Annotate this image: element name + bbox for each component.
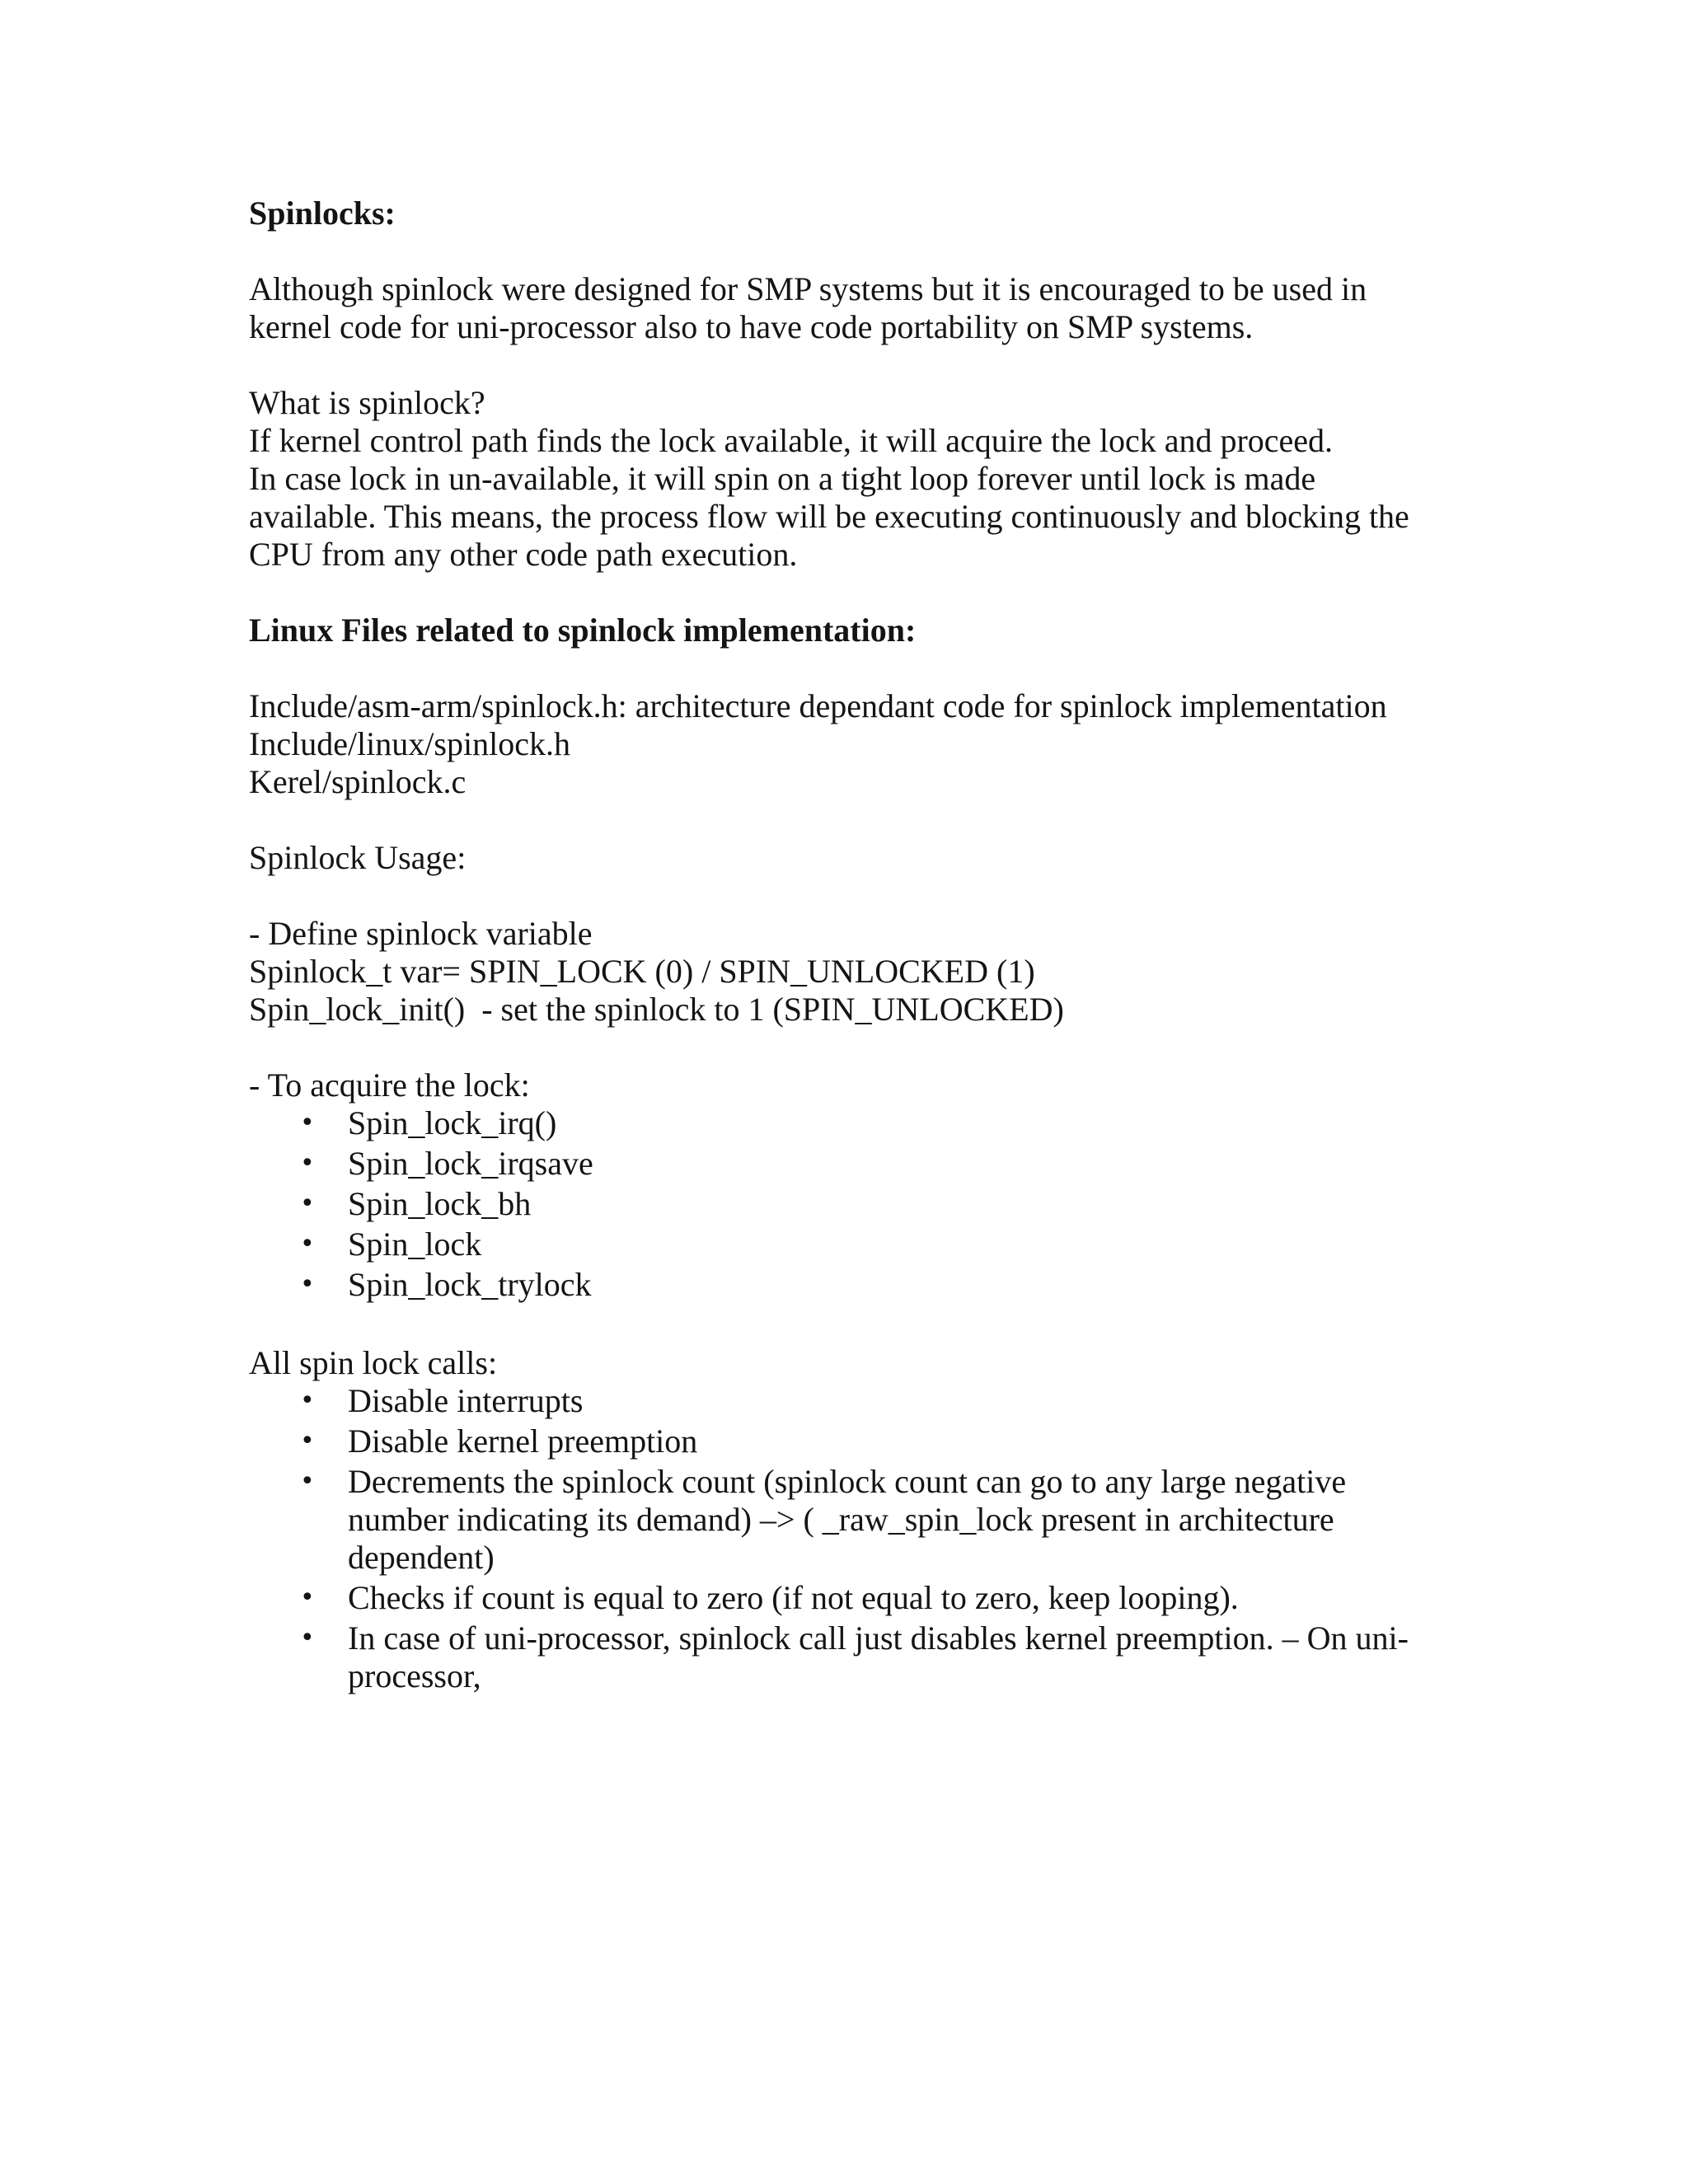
spacer	[249, 877, 1444, 915]
intro-paragraph: Although spinlock were designed for SMP systems but it is encouraged to be used in kernel code for uni-processor also to have code portability on SMP systems.	[249, 270, 1376, 345]
what-is-line-2: In case lock in un-available, it will spin on a tight loop forever until lock is made available. This means, the process flow will be executing continuously and blocking the CPU from any other code path execution.	[249, 460, 1418, 573]
file-path: Include/linux/spinlock.h	[249, 725, 570, 762]
list-item-text: Spin_lock_irq()	[348, 1104, 557, 1141]
list-item-text: Spin_lock_irqsave	[348, 1145, 593, 1182]
list-item	[249, 1266, 1444, 1304]
list-item	[249, 1422, 1444, 1460]
list-item-text: Disable kernel preemption	[348, 1422, 698, 1460]
what-is-line-1: If kernel control path finds the lock available, it will acquire the lock and proceed.	[249, 422, 1334, 459]
list-item-text: Spin_lock_trylock	[348, 1266, 592, 1303]
calls-list	[249, 1382, 1444, 1695]
usage-heading: Spinlock Usage:	[249, 839, 467, 876]
spacer	[249, 346, 1444, 384]
what-is-question: What is spinlock?	[249, 384, 485, 421]
spacer	[249, 649, 1444, 687]
list-item	[249, 1145, 1444, 1183]
define-line-2: Spin_lock_init() - set the spinlock to 1 (SPIN_UNLOCKED)	[249, 991, 1064, 1028]
bullet-icon: •	[300, 1467, 315, 1496]
list-item-text: Spin_lock	[348, 1226, 482, 1263]
bullet-icon: •	[300, 1189, 315, 1218]
calls-heading: All spin lock calls:	[249, 1344, 498, 1381]
list-item	[249, 1579, 1444, 1617]
list-item-text: Spin_lock_bh	[348, 1185, 532, 1222]
file-path: Kerel/spinlock.c	[249, 763, 467, 800]
list-item	[249, 1619, 1444, 1695]
spacer	[249, 232, 1444, 270]
document-title: Spinlocks:	[249, 194, 396, 232]
bullet-icon: •	[300, 1270, 315, 1299]
define-label: - Define spinlock variable	[249, 915, 593, 952]
bullet-icon: •	[300, 1230, 315, 1258]
list-item	[249, 1226, 1444, 1263]
files-heading: Linux Files related to spinlock implementation:	[249, 612, 917, 649]
list-item	[249, 1104, 1444, 1142]
list-item-text: Checks if count is equal to zero (if not equal to zero, keep looping).	[348, 1579, 1239, 1616]
spacer	[249, 1306, 1444, 1344]
file-path: Include/asm-arm/spinlock.h: architecture dependant code for spinlock implementation	[249, 687, 1387, 724]
document-body	[249, 194, 1444, 1698]
bullet-icon: •	[300, 1624, 315, 1652]
bullet-icon: •	[300, 1427, 315, 1455]
bullet-icon: •	[300, 1108, 315, 1137]
acquire-list	[249, 1104, 1444, 1304]
list-item	[249, 1463, 1444, 1577]
bullet-icon: •	[300, 1386, 315, 1415]
list-item-text: In case of uni-processor, spinlock call just disables kernel preemption. – On uni-processor,	[348, 1619, 1409, 1694]
spacer	[249, 801, 1444, 839]
spacer	[249, 574, 1444, 612]
bullet-icon: •	[300, 1583, 315, 1612]
define-line-1: Spinlock_t var= SPIN_LOCK (0) / SPIN_UNLOCKED (1)	[249, 953, 1035, 990]
list-item-text: Decrements the spinlock count (spinlock count can go to any large negative number indicating its demand) –> ( _raw_spin_lock present in architecture dependent)	[348, 1463, 1347, 1576]
list-item-text: Disable interrupts	[348, 1382, 584, 1419]
spacer	[249, 1029, 1444, 1066]
bullet-icon: •	[300, 1149, 315, 1178]
list-item	[249, 1382, 1444, 1420]
acquire-label: - To acquire the lock:	[249, 1066, 530, 1104]
list-item	[249, 1185, 1444, 1223]
